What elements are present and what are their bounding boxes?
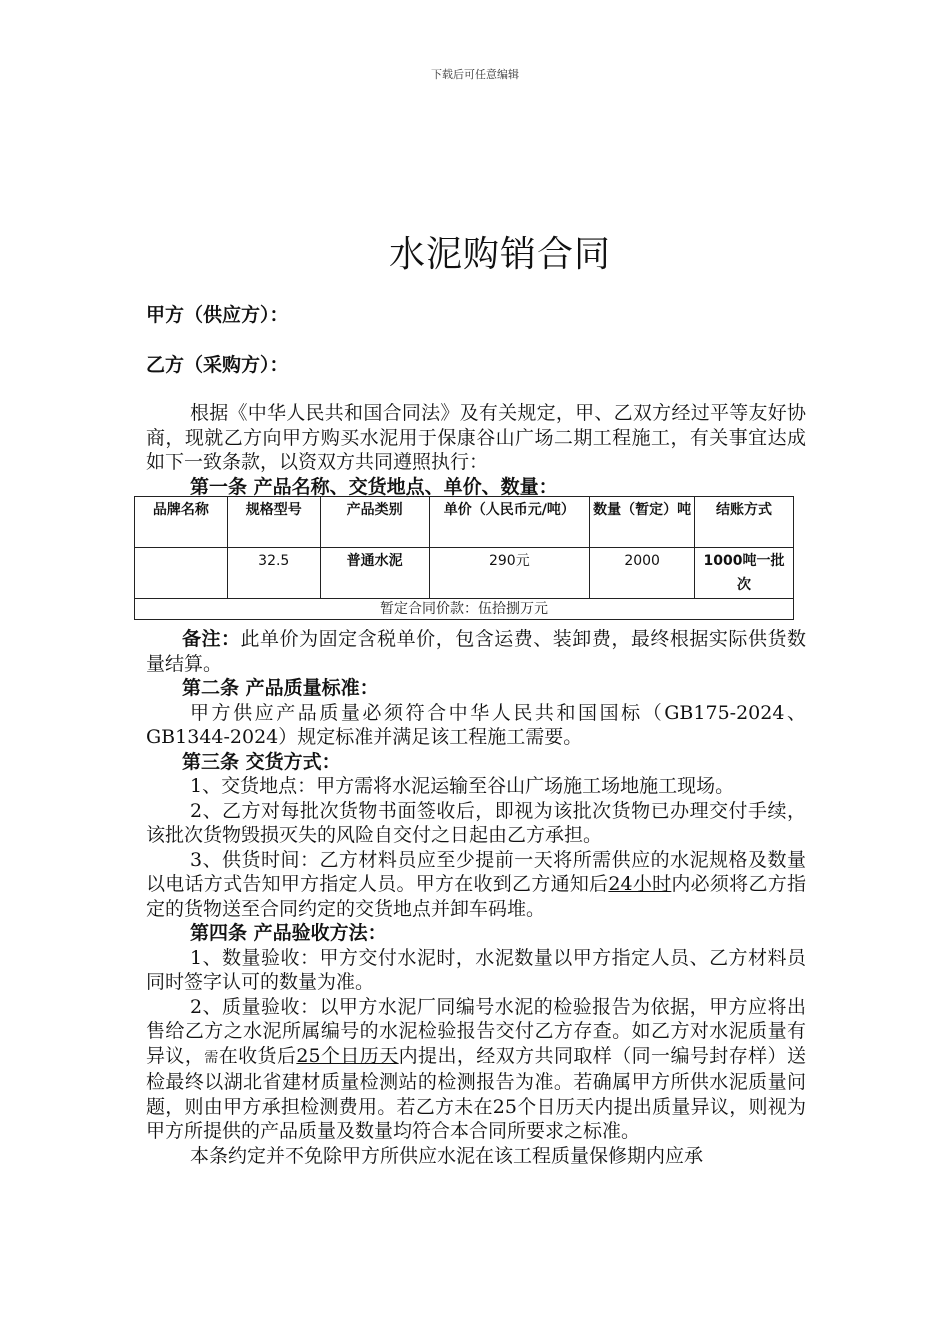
table-cell: 1000吨一批次 (695, 548, 794, 599)
table-header-cell: 品牌名称 (135, 497, 228, 548)
table-cell: 32.5 (227, 548, 320, 599)
article-3-heading: 第三条 交货方式： (182, 750, 341, 773)
article-4-item-2-text: 2、质量验收：以甲方水泥厂同编号水泥的检验报告为依据，甲方应将出售给乙方之水泥所属编号的水泥检验报告交付乙方存查。如乙方对水泥质量有异议， (146, 995, 806, 1067)
objection-deadline: 25个日历天 (296, 1044, 399, 1067)
contract-total: 暂定合同价款：伍拾捌万元 (135, 599, 794, 620)
article-3-item-1: 1、交货地点：甲方需将水泥运输至谷山广场施工场地施工现场。 (190, 775, 735, 797)
intro-paragraph: 根据《中华人民共和国合同法》及有关规定，甲、乙双方经过平等友好协商，现就乙方向甲方购买水泥用于保康谷山广场二期工程施工，有关事宜达成如下一致条款，以资双方共同遵照执行： (146, 402, 806, 473)
table-cell (135, 548, 228, 599)
table-header-cell: 产品类别 (320, 497, 429, 548)
article-4-item-2-small: 需 (204, 1049, 219, 1066)
article-3-item-3-text: 3、供货时间：乙方材料员应至少提前一天将所需供应的水泥规格及数量以电话方式告知甲方指定人员。甲方在收到乙方通知后 (146, 848, 806, 895)
remark-paragraph (146, 627, 806, 676)
table-header-row (135, 497, 794, 548)
table-header-cell: 数量（暂定）吨 (590, 497, 695, 548)
article-4-item-2-text-mid: 在收货后 (218, 1044, 297, 1067)
table-header-cell: 单价（人民币元/吨） (429, 497, 590, 548)
intro-block (146, 401, 806, 499)
remark-label: 备注： (182, 628, 241, 650)
article-3-item-3 (146, 848, 806, 922)
article-4-item-2 (146, 995, 806, 1144)
article-2-text: 甲方供应产品质量必须符合中华人民共和国国标（GB175-2024、GB1344-2024）规定标准并满足该工程施工需要。 (146, 701, 806, 748)
article-4-last-line: 本条约定并不免除甲方所供应水泥在该工程质量保修期内应承 (190, 1144, 704, 1167)
party-b-label: 乙方（采购方）： (146, 354, 289, 376)
table-cell: 普通水泥 (320, 548, 429, 599)
table-row (135, 548, 794, 599)
table-total-row (135, 599, 794, 620)
article-4-item-2-text-end: 内提出，经双方共同取样（同一编号封存样）送检最终以湖北省建材质量检测站的检测报告为准。若确属甲方所供水泥质量问题，则由甲方承担检测费用。若乙方未在25个日历天内提出质量异议，则视为甲方所提供的产品质量及数量均符合本合同所要求之标准。 (146, 1044, 806, 1142)
party-a-label: 甲方（供应方）： (146, 304, 289, 326)
contract-body (146, 627, 806, 1168)
header-note: 下载后可任意编辑 (431, 68, 519, 81)
product-table (134, 496, 794, 620)
contract-title: 水泥购销合同 (388, 234, 611, 275)
article-3-item-3-text-end: 内必须将乙方指定的货物送至合同约定的交货地点并卸车码堆。 (146, 873, 806, 920)
table-header-cell: 规格型号 (227, 497, 320, 548)
article-4-heading: 第四条 产品验收方法： (190, 922, 387, 944)
article-3-item-2: 2、乙方对每批次货物书面签收后，即视为该批次货物已办理交付手续，该批次货物毁损灭失的风险自交付之日起由乙方承担。 (146, 799, 806, 846)
table-cell: 2000 (590, 548, 695, 599)
table-cell: 290元 (429, 548, 590, 599)
delivery-deadline: 24小时 (608, 873, 672, 895)
article-1-heading: 第一条 产品名称、交货地点、单价、数量： (190, 475, 558, 498)
article-4-item-1: 1、数量验收：甲方交付水泥时，水泥数量以甲方指定人员、乙方材料员同时签字认可的数量为准。 (146, 946, 806, 993)
article-2-heading: 第二条 产品质量标准： (182, 677, 379, 699)
table-header-cell: 结账方式 (695, 497, 794, 548)
remark-text: 此单价为固定含税单价，包含运费、装卸费，最终根据实际供货数量结算。 (146, 628, 806, 675)
